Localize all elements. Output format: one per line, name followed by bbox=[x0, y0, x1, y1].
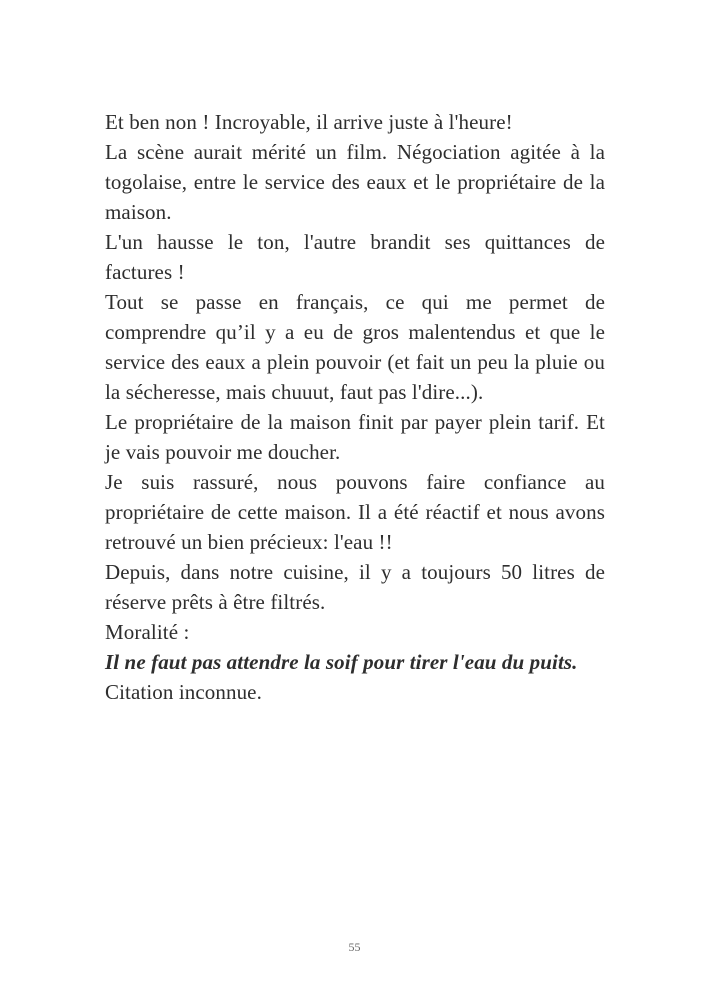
moral-label: Moralité : bbox=[105, 620, 190, 644]
body-paragraph: Tout se passe en français, ce qui me permet de comprendre qu’il y a eu de gros malentendus et que le service des eaux a plein pouvoir (et fait un peu la pluie ou la sécheresse, mais chuuut, faut pas l'dire...). bbox=[105, 290, 605, 404]
citation-attribution: Citation inconnue. bbox=[105, 680, 262, 704]
page-footer bbox=[0, 938, 709, 956]
body-paragraph: Je suis rassuré, nous pouvons faire confiance au propriétaire de cette maison. Il a été réactif et nous avons retrouvé un bien précieux: l'eau !! bbox=[105, 470, 605, 554]
moral-quote: Il ne faut pas attendre la soif pour tirer l'eau du puits. bbox=[105, 650, 578, 674]
page-number: 55 bbox=[348, 940, 361, 954]
body-paragraph: La scène aurait mérité un film. Négociation agitée à la togolaise, entre le service des eaux et le propriétaire de la maison. bbox=[105, 140, 605, 224]
body-paragraph: Et ben non ! Incroyable, il arrive juste à l'heure! bbox=[105, 110, 513, 134]
body-paragraph: Le propriétaire de la maison finit par payer plein tarif. Et je vais pouvoir me doucher. bbox=[105, 410, 605, 464]
body-paragraph: L'un hausse le ton, l'autre brandit ses quittances de factures ! bbox=[105, 230, 605, 284]
body-paragraph: Depuis, dans notre cuisine, il y a toujours 50 litres de réserve prêts à être filtrés. bbox=[105, 560, 605, 614]
text-block bbox=[105, 107, 605, 707]
